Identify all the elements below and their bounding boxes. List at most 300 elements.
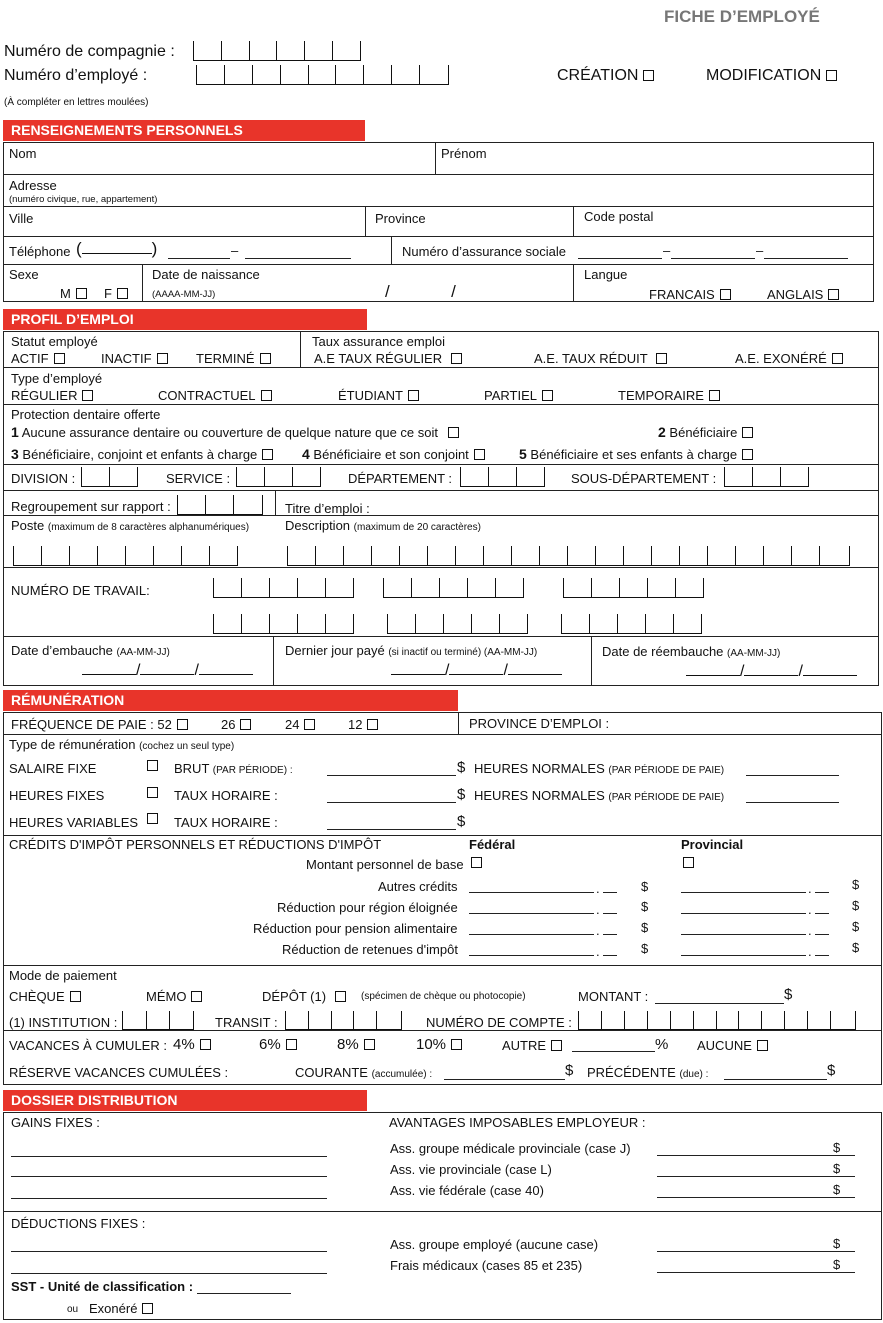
type-employe-label: Type d’employé	[11, 371, 103, 386]
code-postal-label: Code postal	[584, 209, 654, 224]
personal-section	[3, 142, 874, 302]
regroupement-field[interactable]	[177, 495, 264, 515]
depot-checkbox[interactable]	[335, 991, 346, 1002]
dental-3-number: 3	[11, 446, 19, 462]
dot: .	[808, 923, 812, 938]
aucune-checkbox[interactable]	[757, 1040, 768, 1051]
autre-field[interactable]	[572, 1051, 655, 1052]
deductions-line-2[interactable]	[11, 1273, 327, 1274]
pension-label: Réduction pour pension alimentaire	[253, 921, 458, 936]
telephone-part3[interactable]	[245, 258, 351, 259]
courante-field[interactable]	[444, 1079, 565, 1080]
poste-label	[11, 519, 249, 533]
avantage-3-dollar: $	[833, 1182, 841, 1197]
region-provincial-dollar: $	[852, 898, 860, 913]
retenues-label: Réduction de retenues d'impôt	[282, 942, 458, 957]
salaire-fixe-label: SALAIRE FIXE	[9, 761, 97, 776]
region-provincial-field[interactable]	[681, 913, 806, 914]
description-field[interactable]	[287, 546, 850, 566]
ae-exonere-label: A.E. EXONÉRÉ	[735, 351, 827, 366]
sst-label: SST - Unité de classification :	[11, 1279, 194, 1294]
v4-label: 4%	[173, 1036, 195, 1053]
regroupement-label: Regroupement sur rapport :	[11, 499, 171, 514]
courante-title: COURANTE	[295, 1065, 368, 1080]
adresse-label: Adresse	[9, 178, 57, 193]
ae-exonere-checkbox[interactable]	[832, 353, 843, 364]
vacances-label: VACANCES À CUMULER :	[9, 1038, 167, 1053]
anglais-option[interactable]	[767, 288, 839, 301]
inactif-option[interactable]	[101, 352, 168, 365]
heures-fixes-checkbox[interactable]	[147, 787, 158, 798]
partiel-label: PARTIEL	[484, 388, 537, 403]
service-field[interactable]	[236, 467, 321, 487]
departement-field[interactable]	[460, 467, 545, 487]
naissance-slash: / /	[385, 282, 456, 301]
dernier-jour-title: Dernier jour payé	[285, 643, 385, 658]
type-remuneration-title: Type de rémunération	[9, 737, 136, 752]
v6-option[interactable]	[259, 1037, 297, 1052]
salaire-fixe-checkbox[interactable]	[147, 760, 158, 771]
cheque-label: CHÈQUE	[9, 989, 65, 1004]
dernier-jour-note: (si inactif ou terminé) (AA-MM-JJ)	[388, 647, 538, 658]
dash: –	[663, 243, 671, 258]
type-remuneration-note: (cochez un seul type)	[139, 741, 235, 752]
pension-federal-field[interactable]	[469, 934, 594, 935]
termine-checkbox[interactable]	[260, 353, 271, 364]
telephone-label: Téléphone	[9, 244, 71, 259]
dental-1-label: Aucune assurance dentaire ou couverture de quelque nature que ce soit	[21, 425, 438, 440]
brut-note: (PAR PÉRIODE) :	[212, 765, 293, 776]
montant-dollar: $	[784, 986, 793, 1003]
francais-checkbox[interactable]	[720, 289, 731, 300]
partiel-checkbox[interactable]	[542, 390, 553, 401]
transit-field[interactable]	[285, 1011, 402, 1030]
v6-checkbox[interactable]	[286, 1039, 297, 1050]
exonere-label: Exonéré	[89, 1301, 138, 1316]
memo-checkbox[interactable]	[191, 991, 202, 1002]
employee-number-label: Numéro d’employé :	[4, 67, 148, 84]
avantages-label: AVANTAGES IMPOSABLES EMPLOYEUR :	[389, 1115, 646, 1130]
description-title: Description	[285, 518, 351, 533]
aucune-label: AUCUNE	[697, 1038, 752, 1053]
dot: .	[596, 923, 600, 938]
dental-2-option[interactable]	[658, 425, 753, 439]
frequence-12-option[interactable]	[348, 718, 378, 731]
travail-field-6[interactable]	[561, 614, 703, 634]
ae-reduit-option[interactable]	[534, 352, 667, 365]
v8-option[interactable]	[337, 1037, 375, 1052]
travail-field-1[interactable]	[213, 578, 355, 598]
section-personal-header: RENSEIGNEMENTS PERSONNELS	[3, 120, 365, 141]
pension-federal-cents[interactable]	[603, 934, 617, 935]
heures-variables-checkbox[interactable]	[147, 813, 158, 824]
taux-horaire-1-field[interactable]	[327, 802, 456, 803]
dot: .	[808, 881, 812, 896]
description-label	[285, 519, 481, 533]
f26-label: 26	[221, 717, 236, 732]
compte-label: NUMÉRO DE COMPTE :	[426, 1015, 572, 1030]
travail-field-2[interactable]	[383, 578, 525, 598]
dash: –	[231, 243, 239, 258]
deduction-2-dollar: $	[833, 1257, 841, 1272]
temporaire-option[interactable]	[618, 389, 720, 402]
autres-credits-label: Autres crédits	[378, 879, 458, 894]
gains-fixes-label: GAINS FIXES :	[11, 1115, 100, 1130]
depot-option[interactable]	[262, 990, 346, 1003]
taux-horaire-1-label: TAUX HORAIRE :	[174, 788, 278, 803]
reembauche-format: (AA-MM-JJ)	[727, 648, 781, 659]
v10-checkbox[interactable]	[451, 1039, 462, 1050]
memo-option[interactable]	[146, 990, 202, 1003]
ae-reduit-checkbox[interactable]	[656, 353, 667, 364]
dot: .	[596, 902, 600, 917]
dernier-jour-label	[285, 644, 537, 658]
dental-5-option[interactable]	[519, 447, 753, 461]
ae-regulier-label: A.E TAUX RÉGULIER	[314, 351, 443, 366]
frequence-label: FRÉQUENCE DE PAIE : 52	[11, 717, 172, 732]
deductions-label: DÉDUCTIONS FIXES :	[11, 1216, 146, 1231]
dental-2-label: Bénéficiaire	[669, 425, 738, 440]
actif-checkbox[interactable]	[54, 353, 65, 364]
francais-option[interactable]	[649, 288, 731, 301]
region-federal-cents[interactable]	[603, 913, 617, 914]
courante-dollar: $	[565, 1062, 574, 1079]
pension-provincial-field[interactable]	[681, 934, 806, 935]
federal-label: Fédéral	[469, 837, 516, 852]
retenues-provincial-field[interactable]	[681, 955, 806, 956]
brut-field[interactable]	[327, 775, 456, 776]
gains-line-1[interactable]	[11, 1156, 327, 1157]
reembauche-label	[602, 645, 780, 659]
dot: .	[808, 944, 812, 959]
exonere-option[interactable]	[89, 1302, 153, 1315]
deduction-1-dollar: $	[833, 1236, 841, 1251]
dental-label: Protection dentaire offerte	[11, 407, 161, 422]
nas-part3[interactable]	[764, 258, 848, 259]
dental-5-checkbox[interactable]	[742, 449, 753, 460]
autres-provincial-dollar: $	[852, 877, 860, 892]
anglais-label: ANGLAIS	[767, 287, 824, 302]
courante-note: (accumulée) :	[371, 1069, 433, 1080]
ou-label: ou	[67, 1304, 79, 1315]
company-number-label: Numéro de compagnie :	[4, 43, 175, 60]
contractuel-label: CONTRACTUEL	[158, 388, 256, 403]
etudiant-checkbox[interactable]	[408, 390, 419, 401]
heures-normales-note: (PAR PÉRIODE DE PAIE)	[608, 792, 725, 803]
titre-label: Titre d’emploi :	[285, 501, 370, 516]
sous-departement-label: SOUS-DÉPARTEMENT :	[571, 471, 717, 486]
autres-provincial-cents[interactable]	[815, 892, 829, 893]
anglais-checkbox[interactable]	[828, 289, 839, 300]
brut-title: BRUT	[174, 761, 210, 776]
reembauche-title: Date de réembauche	[602, 644, 724, 659]
gains-line-2[interactable]	[11, 1176, 327, 1177]
avantage-2-field[interactable]	[657, 1176, 855, 1177]
regulier-option[interactable]	[11, 389, 93, 402]
dental-3-option[interactable]	[11, 447, 273, 461]
company-number-field[interactable]	[193, 41, 361, 61]
v10-option[interactable]	[416, 1037, 462, 1052]
montant-base-provincial-checkbox[interactable]	[683, 857, 694, 868]
ae-regulier-checkbox[interactable]	[451, 353, 462, 364]
frequence-52-option[interactable]	[11, 718, 188, 731]
nas-part1[interactable]	[578, 258, 662, 259]
pension-provincial-dollar: $	[852, 919, 860, 934]
francais-label: FRANCAIS	[649, 287, 715, 302]
deduction-1-label: Ass. groupe employé (aucune case)	[390, 1237, 599, 1252]
province-label: Province	[375, 211, 426, 226]
provincial-label: Provincial	[681, 837, 744, 852]
nom-label: Nom	[9, 146, 37, 161]
autre-label: AUTRE	[502, 1038, 547, 1053]
autre-checkbox[interactable]	[551, 1040, 562, 1051]
deductions-line-1[interactable]	[11, 1251, 327, 1252]
temporaire-label: TEMPORAIRE	[618, 388, 704, 403]
partiel-option[interactable]	[484, 389, 553, 402]
taux-horaire-2-label: TAUX HORAIRE :	[174, 815, 278, 830]
adresse-note: (numéro civique, rue, appartement)	[9, 194, 158, 205]
m-label: M	[60, 286, 71, 301]
poste-title: Poste	[11, 518, 45, 533]
langue-label: Langue	[584, 267, 628, 282]
departement-label: DÉPARTEMENT :	[348, 471, 453, 486]
dental-2-number: 2	[658, 424, 666, 440]
f24-checkbox[interactable]	[304, 719, 315, 730]
dental-4-option[interactable]	[302, 447, 485, 461]
heures-normales-1-label	[474, 762, 724, 776]
description-note: (maximum de 20 caractères)	[353, 522, 481, 533]
v4-option[interactable]	[173, 1037, 211, 1052]
termine-option[interactable]	[196, 352, 271, 365]
autres-provincial-field[interactable]	[681, 892, 806, 893]
precedente-label	[587, 1066, 708, 1080]
embauche-format: (AA-MM-JJ)	[116, 647, 170, 658]
deduction-2-field[interactable]	[657, 1272, 855, 1273]
employee-number-field[interactable]	[196, 65, 449, 85]
embauche-title: Date d’embauche	[11, 643, 113, 658]
memo-label: MÉMO	[146, 989, 187, 1004]
v4-checkbox[interactable]	[200, 1039, 211, 1050]
avantage-2-dollar: $	[833, 1161, 841, 1176]
montant-base-label: Montant personnel de base	[306, 857, 464, 872]
precedente-dollar: $	[827, 1062, 836, 1079]
pension-provincial-cents[interactable]	[815, 934, 829, 935]
brut-dollar: $	[457, 759, 466, 776]
brut-label	[174, 762, 293, 776]
dash: –	[756, 243, 764, 258]
sst-field[interactable]	[197, 1293, 291, 1294]
heures-normales-1-field[interactable]	[746, 775, 839, 776]
f12-label: 12	[348, 717, 363, 732]
frequence-24-option[interactable]	[285, 718, 315, 731]
actif-option[interactable]	[11, 352, 65, 365]
institution-field[interactable]	[122, 1011, 194, 1030]
nas-part2[interactable]	[671, 258, 755, 259]
heures-fixes-label: HEURES FIXES	[9, 788, 105, 803]
dot: .	[596, 881, 600, 896]
f-checkbox[interactable]	[117, 288, 128, 299]
retenues-provincial-dollar: $	[852, 940, 860, 955]
naissance-format: (AAAA-MM-JJ)	[152, 289, 216, 300]
dental-1-number: 1	[11, 424, 19, 440]
deduction-1-field[interactable]	[657, 1251, 855, 1252]
precedente-note: (due) :	[679, 1069, 709, 1080]
heures-normales-2-label	[474, 789, 724, 803]
avantage-3-field[interactable]	[657, 1197, 855, 1198]
avantage-2-label: Ass. vie provinciale (case L)	[390, 1162, 552, 1177]
regulier-checkbox[interactable]	[82, 390, 93, 401]
f24-label: 24	[285, 717, 300, 732]
cheque-option[interactable]	[9, 990, 81, 1003]
dernier-jour-field[interactable]: / /	[391, 661, 562, 679]
avantage-1-field[interactable]	[657, 1155, 855, 1156]
dental-5-label: Bénéficiaire et ses enfants à charge	[530, 447, 738, 462]
inactif-label: INACTIF	[101, 351, 152, 366]
creation-checkbox[interactable]	[643, 70, 654, 81]
form-title: FICHE D’EMPLOYÉ	[664, 7, 820, 26]
telephone-field[interactable]: ( )	[76, 239, 158, 258]
sexe-m-option[interactable]	[60, 287, 87, 300]
sous-departement-field[interactable]	[724, 467, 809, 487]
montant-field[interactable]	[655, 1003, 784, 1004]
creation-option[interactable]	[557, 68, 654, 84]
region-federal-dollar: $	[641, 899, 649, 914]
gains-line-3[interactable]	[11, 1198, 327, 1199]
sexe-f-option[interactable]	[104, 287, 128, 300]
dental-2-checkbox[interactable]	[742, 427, 753, 438]
exonere-checkbox[interactable]	[142, 1303, 153, 1314]
institution-label: (1) INSTITUTION :	[9, 1015, 118, 1030]
retenues-federal-field[interactable]	[469, 955, 594, 956]
poste-field[interactable]	[13, 546, 239, 566]
retenues-federal-dollar: $	[641, 941, 649, 956]
precedente-field[interactable]	[724, 1079, 827, 1080]
contractuel-checkbox[interactable]	[261, 390, 272, 401]
taux-horaire-2-field[interactable]	[327, 829, 456, 830]
courante-label	[295, 1066, 432, 1080]
dental-4-number: 4	[302, 446, 310, 462]
v8-checkbox[interactable]	[364, 1039, 375, 1050]
specimen-note: (spécimen de chèque ou photocopie)	[361, 991, 526, 1002]
dental-5-number: 5	[519, 446, 527, 462]
montant-base-federal-checkbox[interactable]	[471, 857, 482, 868]
depot-label: DÉPÔT (1)	[262, 989, 327, 1004]
reserve-label: RÉSERVE VACANCES CUMULÉES :	[9, 1065, 229, 1080]
region-provincial-cents[interactable]	[815, 913, 829, 914]
creation-label: CRÉATION	[557, 67, 639, 84]
heures-normales-title: HEURES NORMALES	[474, 788, 605, 803]
statut-label: Statut employé	[11, 334, 98, 349]
autre-option[interactable]	[502, 1039, 562, 1052]
dot: .	[596, 944, 600, 959]
autre-percent: %	[655, 1036, 669, 1053]
frequence-26-option[interactable]	[221, 718, 251, 731]
v8-label: 8%	[337, 1036, 359, 1053]
region-label: Réduction pour région éloignée	[277, 900, 458, 915]
f12-checkbox[interactable]	[367, 719, 378, 730]
f-label: F	[104, 286, 112, 301]
type-remuneration-label	[9, 738, 234, 752]
ae-regulier-option[interactable]	[314, 352, 462, 365]
mode-paiement-label: Mode de paiement	[9, 968, 117, 983]
compte-field[interactable]	[578, 1011, 856, 1030]
heures-normales-note: (PAR PÉRIODE DE PAIE)	[608, 765, 725, 776]
travail-field-4[interactable]	[213, 614, 355, 634]
precedente-title: PRÉCÉDENTE	[587, 1065, 676, 1080]
division-field[interactable]	[81, 467, 139, 487]
ae-exonere-option[interactable]	[735, 352, 843, 365]
taux-horaire-1-dollar: $	[457, 786, 466, 803]
f26-checkbox[interactable]	[240, 719, 251, 730]
dental-1-option[interactable]	[11, 425, 459, 439]
poste-note: (maximum de 8 caractères alphanumériques)	[47, 522, 250, 533]
province-emploi-label: PROVINCE D’EMPLOI :	[469, 716, 610, 731]
termine-label: TERMINÉ	[196, 351, 255, 366]
retenues-federal-cents[interactable]	[603, 955, 617, 956]
inactif-checkbox[interactable]	[157, 353, 168, 364]
taux-horaire-2-dollar: $	[457, 813, 466, 830]
fill-note: (À compléter en lettres moulées)	[4, 97, 149, 108]
heures-normales-2-field[interactable]	[746, 802, 839, 803]
nas-label: Numéro d’assurance sociale	[402, 244, 567, 259]
contractuel-option[interactable]	[158, 389, 272, 402]
modification-option[interactable]	[706, 68, 837, 84]
division-label: DIVISION :	[11, 471, 76, 486]
dental-3-checkbox[interactable]	[262, 449, 273, 460]
travail-field-5[interactable]	[387, 614, 529, 634]
embauche-label	[11, 644, 170, 658]
etudiant-option[interactable]	[338, 389, 419, 402]
f52-checkbox[interactable]	[177, 719, 188, 730]
heures-normales-title: HEURES NORMALES	[474, 761, 605, 776]
region-federal-field[interactable]	[469, 913, 594, 914]
aucune-option[interactable]	[697, 1039, 768, 1052]
montant-label: MONTANT :	[578, 989, 649, 1004]
credits-label: CRÉDITS D'IMPÔT PERSONNELS ET RÉDUCTIONS D'IMPÔT	[9, 837, 382, 852]
section-pay-header: RÉMUNÉRATION	[3, 690, 458, 711]
section-distribution-header: DOSSIER DISTRIBUTION	[3, 1090, 367, 1111]
travail-label: NUMÉRO DE TRAVAIL:	[11, 583, 150, 598]
avantage-3-label: Ass. vie fédérale (case 40)	[390, 1183, 544, 1198]
modification-label: MODIFICATION	[706, 67, 822, 84]
embauche-field[interactable]: / /	[82, 661, 253, 679]
m-checkbox[interactable]	[76, 288, 87, 299]
pension-federal-dollar: $	[641, 920, 649, 935]
actif-label: ACTIF	[11, 351, 49, 366]
dental-1-checkbox[interactable]	[448, 427, 459, 438]
temporaire-checkbox[interactable]	[709, 390, 720, 401]
ae-reduit-label: A.E. TAUX RÉDUIT	[534, 351, 648, 366]
retenues-provincial-cents[interactable]	[815, 955, 829, 956]
reembauche-field[interactable]: / /	[686, 662, 857, 680]
autres-federal-dollar: $	[641, 879, 649, 894]
travail-field-3[interactable]	[563, 578, 705, 598]
dental-4-checkbox[interactable]	[474, 449, 485, 460]
telephone-part2[interactable]	[168, 258, 230, 259]
service-label: SERVICE :	[166, 471, 231, 486]
autres-federal-cents[interactable]	[603, 892, 617, 893]
modification-checkbox[interactable]	[826, 70, 837, 81]
heures-variables-label: HEURES VARIABLES	[9, 815, 139, 830]
avantage-1-dollar: $	[833, 1140, 841, 1155]
cheque-checkbox[interactable]	[70, 991, 81, 1002]
regulier-label: RÉGULIER	[11, 388, 78, 403]
sexe-label: Sexe	[9, 267, 39, 282]
autres-federal-field[interactable]	[469, 892, 594, 893]
dot: .	[808, 902, 812, 917]
ville-label: Ville	[9, 211, 34, 226]
dental-4-label: Bénéficiaire et son conjoint	[313, 447, 469, 462]
